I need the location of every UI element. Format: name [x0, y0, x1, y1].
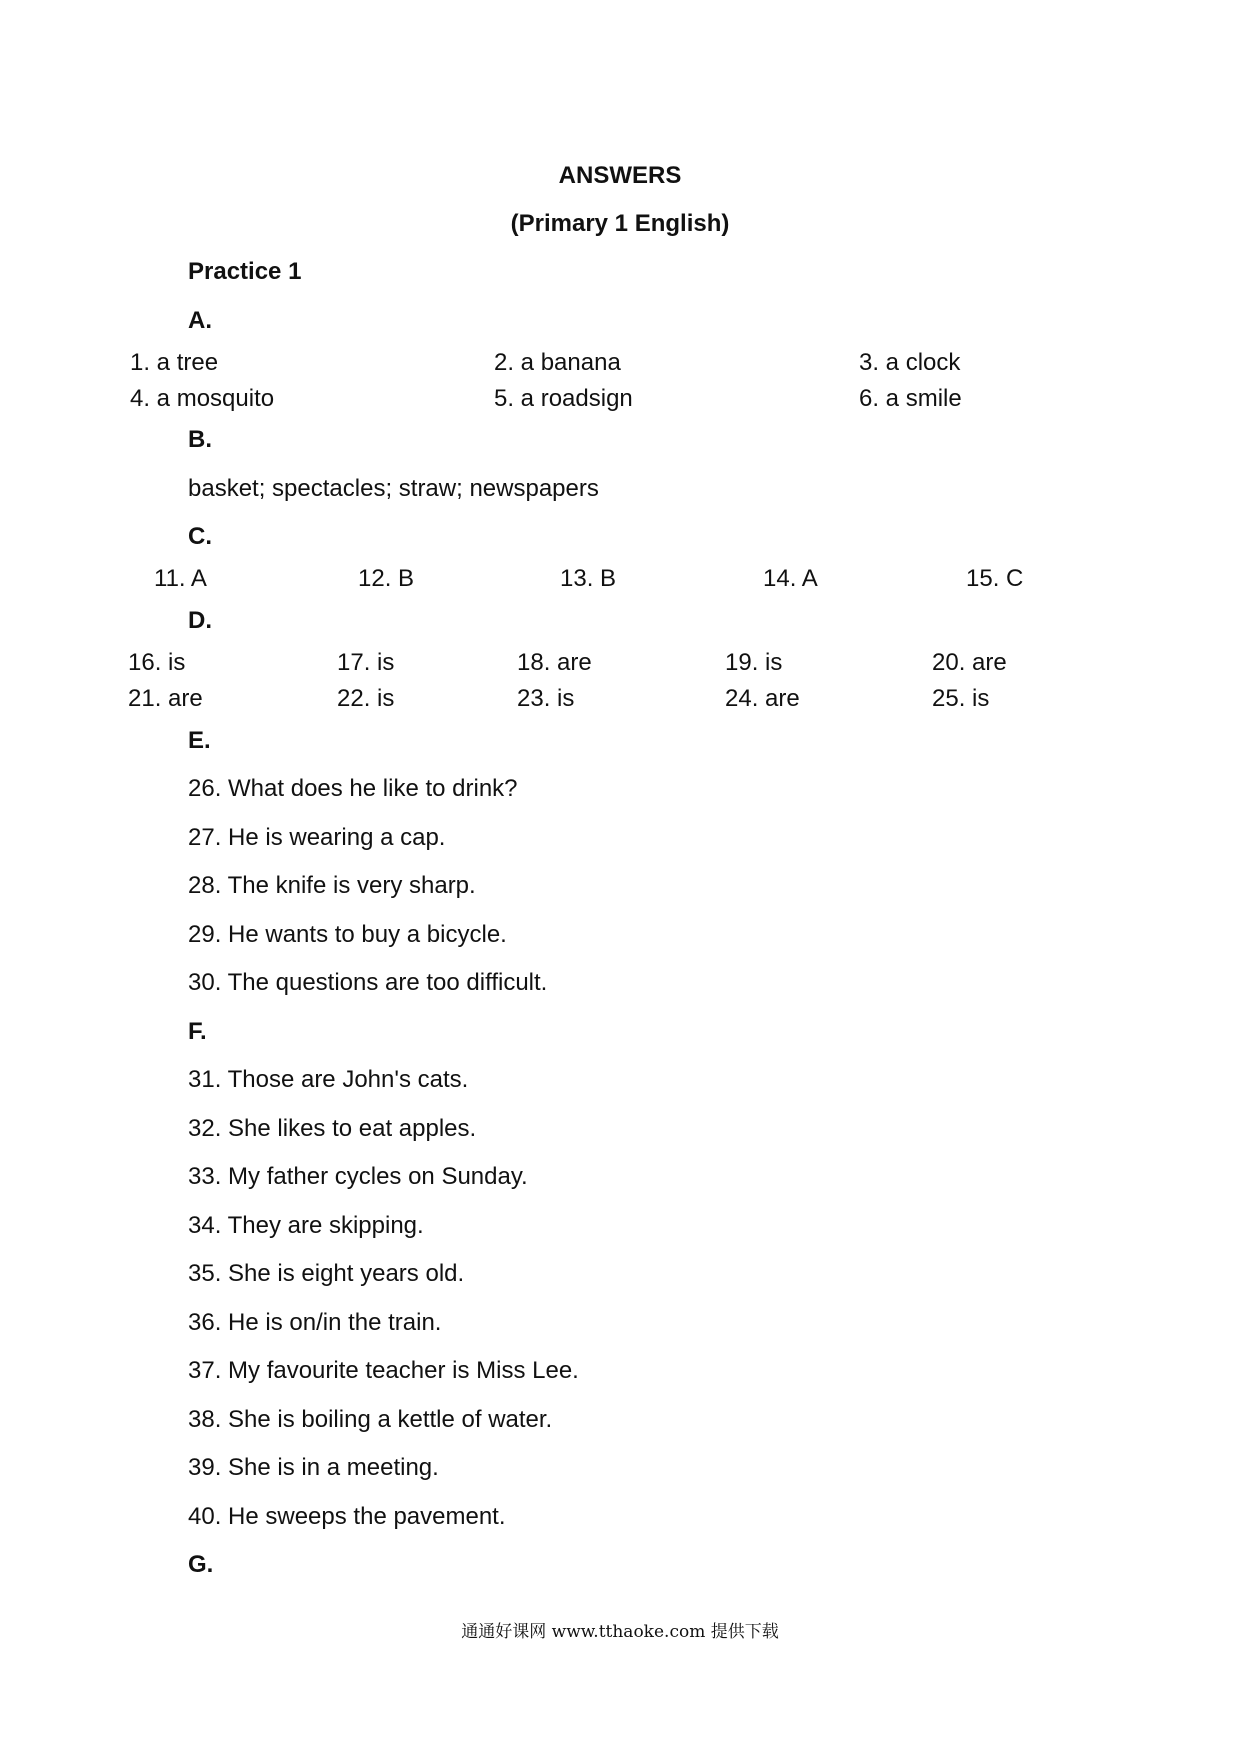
answer-a6: 6. a smile: [859, 385, 962, 412]
answer-d25: 25. is: [932, 685, 990, 712]
answer-c15: 15. C: [966, 565, 1024, 592]
answer-d19: 19. is: [725, 649, 783, 676]
page-title: ANSWERS: [558, 162, 682, 189]
answer-d21: 21. are: [128, 685, 203, 712]
section-g-heading: G.: [188, 1551, 214, 1578]
answer-a3: 3. a clock: [859, 349, 961, 376]
answer-c12: 12. B: [358, 565, 415, 592]
answer-e29: 29. He wants to buy a bicycle.: [188, 921, 507, 948]
answer-a4: 4. a mosquito: [130, 385, 275, 412]
section-d-heading: D.: [188, 607, 212, 634]
answer-c11: 11. A: [154, 565, 207, 592]
answer-d20: 20. are: [932, 649, 1007, 676]
answer-c14: 14. A: [763, 565, 818, 592]
answer-a1: 1. a tree: [130, 349, 219, 376]
answer-f32: 32. She likes to eat apples.: [188, 1115, 477, 1142]
section-e-heading: E.: [188, 727, 211, 754]
answer-d24: 24. are: [725, 685, 800, 712]
answer-f39: 39. She is in a meeting.: [188, 1454, 439, 1481]
answer-d18: 18. are: [517, 649, 592, 676]
answer-d16: 16. is: [128, 649, 186, 676]
answer-f34: 34. They are skipping.: [188, 1212, 424, 1239]
answer-f36: 36. He is on/in the train.: [188, 1309, 442, 1336]
section-f-heading: F.: [188, 1018, 207, 1045]
answer-e26: 26. What does he like to drink?: [188, 775, 518, 802]
answer-e27: 27. He is wearing a cap.: [188, 824, 446, 851]
practice-heading: Practice 1: [188, 258, 302, 285]
answer-b: basket; spectacles; straw; newspapers: [188, 475, 599, 502]
answer-f40: 40. He sweeps the pavement.: [188, 1503, 506, 1530]
page-subtitle: (Primary 1 English): [510, 210, 730, 237]
answer-a5: 5. a roadsign: [494, 385, 633, 412]
section-c-heading: C.: [188, 523, 212, 550]
answer-d17: 17. is: [337, 649, 395, 676]
answer-d23: 23. is: [517, 685, 575, 712]
answer-f37: 37. My favourite teacher is Miss Lee.: [188, 1357, 579, 1384]
answer-c13: 13. B: [560, 565, 617, 592]
answer-f38: 38. She is boiling a kettle of water.: [188, 1406, 553, 1433]
answer-a2: 2. a banana: [494, 349, 621, 376]
answer-f31: 31. Those are John's cats.: [188, 1066, 469, 1093]
answer-f33: 33. My father cycles on Sunday.: [188, 1163, 528, 1190]
answer-e30: 30. The questions are too difficult.: [188, 969, 548, 996]
section-b-heading: B.: [188, 426, 212, 453]
answer-d22: 22. is: [337, 685, 395, 712]
section-a-heading: A.: [188, 307, 212, 334]
page-footer: 通通好课网 www.tthaoke.com 提供下载: [461, 1622, 779, 1642]
answer-e28: 28. The knife is very sharp.: [188, 872, 476, 899]
answer-f35: 35. She is eight years old.: [188, 1260, 465, 1287]
